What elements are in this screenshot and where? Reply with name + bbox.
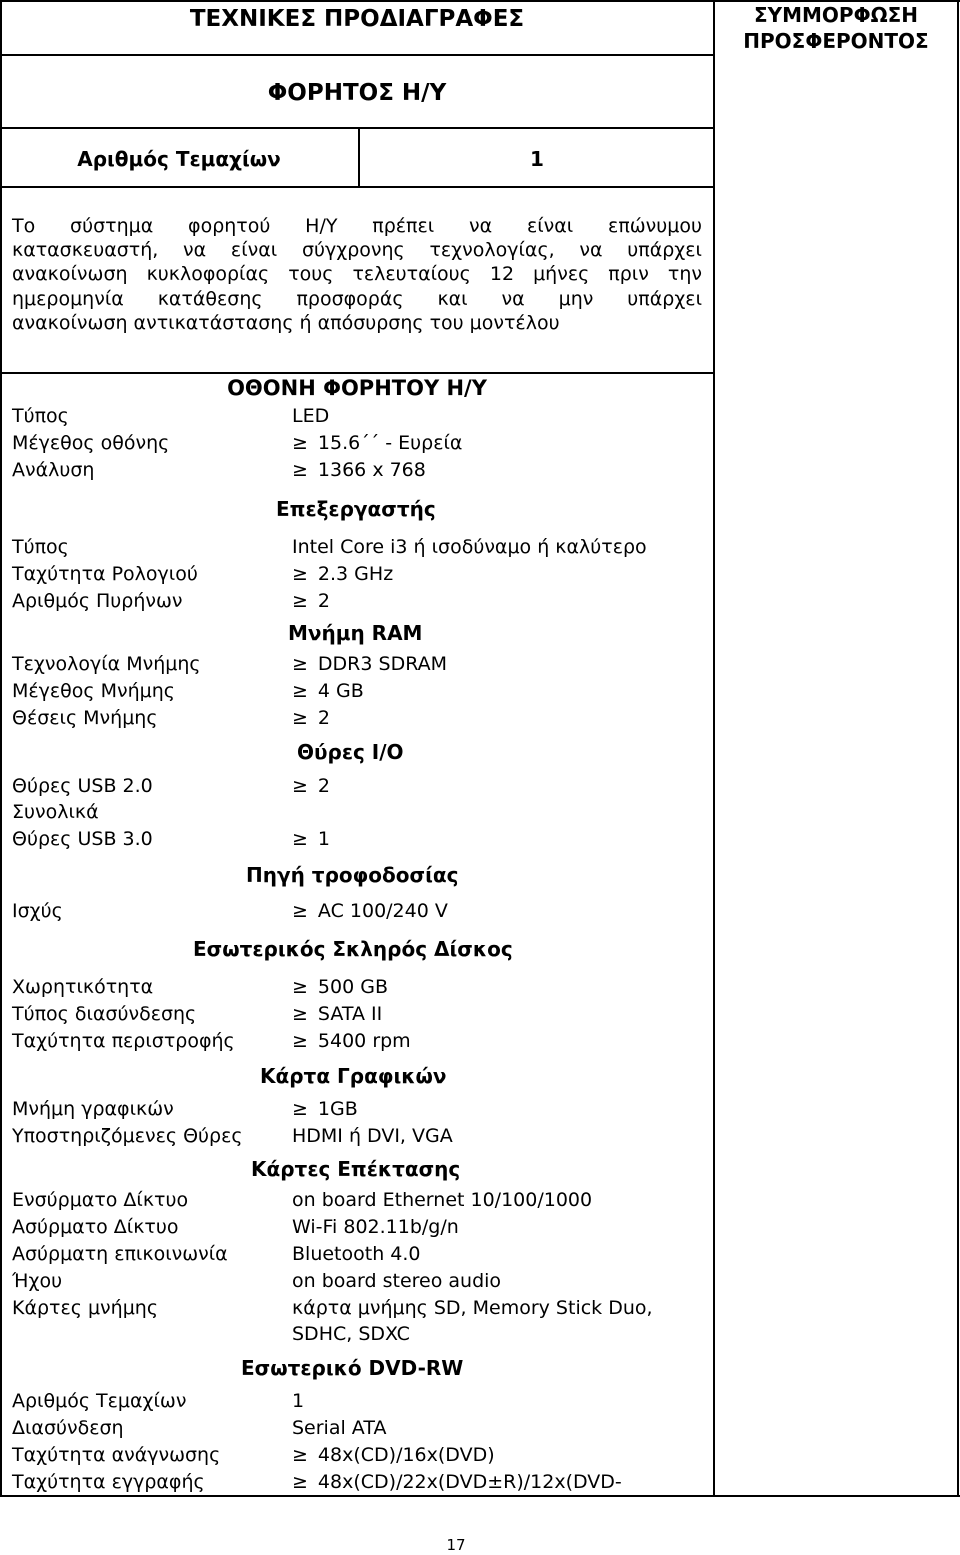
- spec-value: ≥ 500 GB: [292, 976, 388, 998]
- spec-column-title: ΤΕΧΝΙΚΕΣ ΠΡΟΔΙΑΓΡΑΦΕΣ: [189, 6, 525, 32]
- section-title-dvd: Εσωτερικό DVD-RW: [241, 1356, 464, 1380]
- quantity-value: 1: [530, 147, 544, 171]
- spec-label: Ασύρματη επικοινωνία: [12, 1243, 228, 1265]
- section-title-gpu: Κάρτα Γραφικών: [260, 1064, 447, 1088]
- spec-label: Μέγεθος οθόνης: [12, 432, 170, 454]
- spec-value: ≥ 48x(CD)/22x(DVD±R)/12x(DVD-: [292, 1471, 622, 1493]
- intro-line: ημερομηνία κατάθεσης προσφοράς και να μην υπάρχει: [12, 287, 702, 310]
- spec-label: Ταχύτητα περιστροφής: [12, 1030, 235, 1052]
- intro-line: κατασκευαστή, να είναι σύγχρονης τεχνολογίας, να υπάρχει: [12, 239, 702, 262]
- spec-value: ≥ 2: [292, 707, 330, 729]
- spec-label: Αριθμός Τεμαχίων: [12, 1390, 187, 1412]
- spec-label: Ταχύτητα εγγραφής: [12, 1471, 205, 1493]
- spec-label: Ανάλυση: [12, 459, 95, 481]
- spec-value: ≥ DDR3 SDRAM: [292, 653, 447, 675]
- intro-line: ανακοίνωση αντικατάστασης ή απόσυρσης του μοντέλου: [12, 311, 560, 334]
- product-title: ΦΟΡΗΤΟΣ Η/Υ: [267, 80, 447, 106]
- quantity-label: Αριθμός Τεμαχίων: [77, 147, 281, 171]
- spec-label: Ενσύρματο Δίκτυο: [12, 1189, 189, 1211]
- spec-label: Ταχύτητα Ρολογιού: [12, 563, 198, 585]
- spec-label: Κάρτες μνήμης: [12, 1297, 158, 1319]
- section-title-expansion: Κάρτες Επέκτασης: [251, 1157, 461, 1181]
- spec-value: ≥ 48x(CD)/16x(DVD): [292, 1444, 495, 1466]
- spec-label: Τύπος διασύνδεσης: [12, 1003, 197, 1025]
- spec-label: Διασύνδεση: [12, 1417, 124, 1439]
- spec-value: Wi-Fi 802.11b/g/n: [292, 1216, 459, 1238]
- spec-value: ≥ 15.6΄΄ - Ευρεία: [292, 432, 462, 454]
- spec-value: HDMI ή DVI, VGA: [292, 1125, 453, 1147]
- spec-label: Θέσεις Μνήμης: [12, 707, 158, 729]
- spec-label: Αριθμός Πυρήνων: [12, 590, 183, 612]
- spec-value: ≥ AC 100/240 V: [292, 900, 448, 922]
- spec-value: ≥ SATA II: [292, 1003, 382, 1025]
- spec-label: Τεχνολογία Μνήμης: [12, 653, 201, 675]
- spec-value: ≥ 2: [292, 775, 330, 797]
- spec-label: Ταχύτητα ανάγνωσης: [12, 1444, 221, 1466]
- spec-label: Μέγεθος Μνήμης: [12, 680, 175, 702]
- spec-label: Ήχου: [12, 1270, 63, 1292]
- compliance-column-title-line2: ΠΡΟΣΦΕΡΟΝΤΟΣ: [743, 29, 929, 53]
- intro-line: ανακοίνωση κυκλοφορίας τους τελευταίους 12 μήνες πριν την: [12, 263, 702, 286]
- spec-value: on board stereo audio: [292, 1270, 502, 1292]
- spec-label-continued: Συνολικά: [12, 801, 99, 823]
- compliance-column-title: ΣΥΜΜΟΡΦΩΣΗ: [753, 3, 918, 27]
- section-title-power: Πηγή τροφοδοσίας: [246, 863, 459, 887]
- spec-value: Intel Core i3 ή ισοδύναμο ή καλύτερο: [292, 536, 647, 558]
- spec-value: κάρτα μνήμης SD, Memory Stick Duo,: [292, 1297, 653, 1319]
- spec-label: Ασύρματο Δίκτυο: [12, 1216, 179, 1238]
- spec-label: Ισχύς: [12, 900, 63, 922]
- spec-value: ≥ 4 GB: [292, 680, 364, 702]
- spec-label: Μνήμη γραφικών: [12, 1098, 174, 1120]
- spec-label: Χωρητικότητα: [12, 976, 154, 998]
- spec-value: LED: [292, 405, 330, 427]
- page-number: 17: [446, 1536, 466, 1554]
- spec-label: Θύρες USB 2.0: [12, 775, 153, 797]
- section-title-ram: Μνήμη RAM: [288, 621, 423, 645]
- spec-value: Serial ATA: [292, 1417, 387, 1439]
- spec-value: ≥ 2: [292, 590, 330, 612]
- spec-value: ≥ 1GB: [292, 1098, 358, 1120]
- spec-value: ≥ 2.3 GHz: [292, 563, 393, 585]
- section-title-screen: ΟΘΟΝΗ ΦΟΡΗΤΟΥ Η/Υ: [227, 376, 487, 400]
- spec-label: Θύρες USB 3.0: [12, 828, 153, 850]
- intro-paragraph: [12, 214, 702, 335]
- spec-value: ≥ 5400 rpm: [292, 1030, 411, 1052]
- spec-value: on board Ethernet 10/100/1000: [292, 1189, 593, 1211]
- spec-label: Τύπος: [12, 405, 69, 427]
- intro-line: Το σύστημα φορητού Η/Υ πρέπει να είναι επώνυμου: [12, 215, 702, 237]
- spec-value: Bluetooth 4.0: [292, 1243, 421, 1265]
- spec-value-continued: SDHC, SDXC: [292, 1323, 410, 1345]
- spec-value: 1: [292, 1390, 305, 1412]
- section-title-hdd: Εσωτερικός Σκληρός Δίσκος: [193, 937, 513, 961]
- spec-label: Υποστηριζόμενες Θύρες: [12, 1125, 243, 1147]
- section-title-io: Θύρες I/O: [297, 740, 404, 764]
- spec-value: ≥ 1: [292, 828, 330, 850]
- section-title-cpu: Επεξεργαστής: [276, 497, 436, 521]
- spec-label: Τύπος: [12, 536, 69, 558]
- spec-value: ≥ 1366 x 768: [292, 459, 426, 481]
